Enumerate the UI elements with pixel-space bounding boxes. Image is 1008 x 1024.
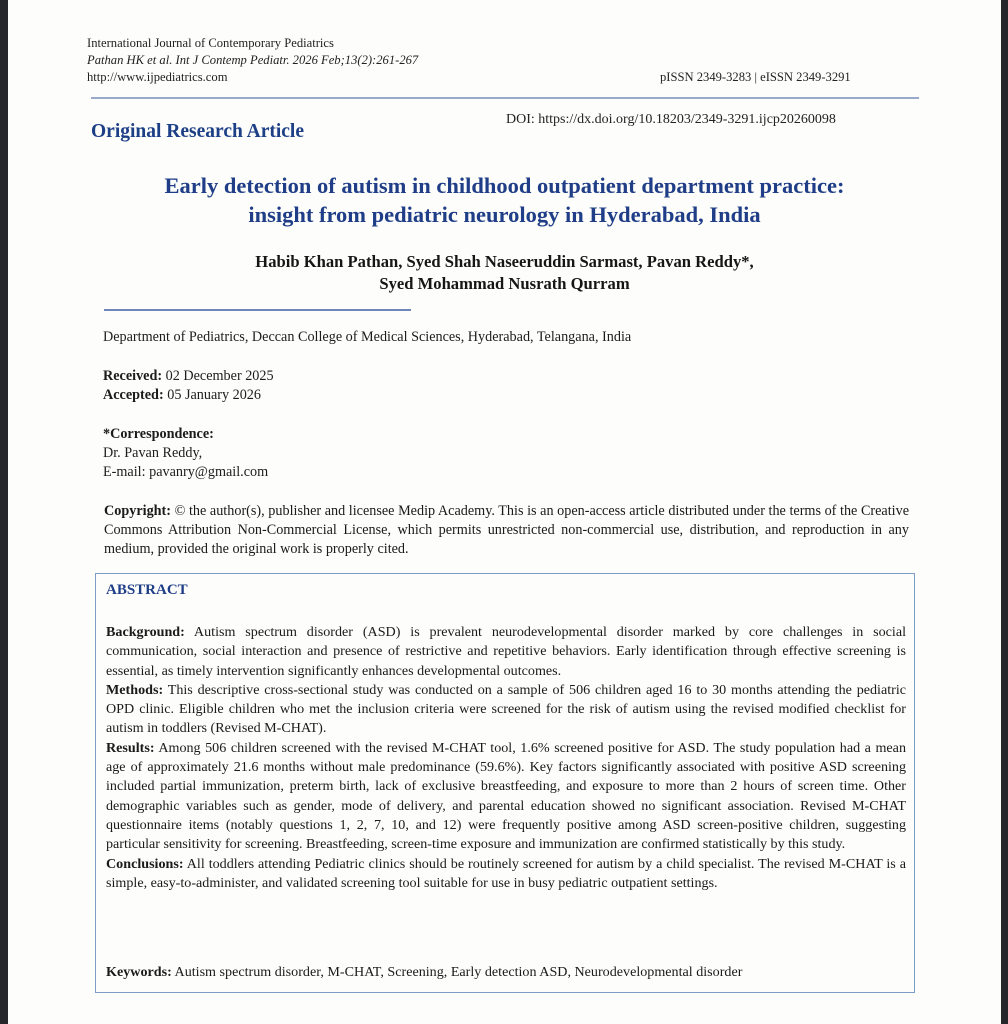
received-date: [103, 367, 274, 386]
methods-text: This descriptive cross-sectional study was conducted on a sample of 506 children aged 16 to 30 months attending the pediatric OPD clinic. Eligible children who met the inclusion criteria were screened for the risk of autism using the revised modified checklist for autism in toddlers (Revised M-CHAT).: [106, 681, 906, 737]
title-line-1: Early detection of autism in childhood outpatient department practice:: [164, 173, 845, 198]
results-label: Results:: [106, 739, 155, 756]
abstract-conclusions: [106, 855, 906, 894]
keywords-label: Keywords:: [106, 964, 172, 980]
abstract-background: [106, 623, 906, 681]
doi-link[interactable]: DOI: https://dx.doi.org/10.18203/2349-3291.ijcp20260098: [506, 112, 836, 127]
abstract-heading: ABSTRACT: [106, 582, 188, 598]
abstract-results: [106, 739, 906, 855]
accepted-value: 05 January 2026: [163, 387, 261, 403]
keywords-text: Autism spectrum disorder, M-CHAT, Screening, Early detection ASD, Neurodevelopmental disorder: [171, 964, 743, 980]
header-divider: [91, 97, 919, 99]
correspondence-email[interactable]: E-mail: pavanry@gmail.com: [103, 464, 269, 480]
journal-url[interactable]: http://www.ijpediatrics.com: [87, 70, 228, 84]
copyright-label: Copyright:: [104, 503, 171, 519]
abstract-box: [95, 573, 915, 993]
authors-line-1: Habib Khan Pathan, Syed Shah Naseeruddin Sarmast, Pavan Reddy*,: [255, 252, 754, 271]
background-text: Autism spectrum disorder (ASD) is prevalent neurodevelopmental disorder marked by core challenges in social communication, social interaction and presence of restrictive and repetitive behaviors. Early identification through effective screening is essential, as timely intervention significantly enhances developmental outcomes.: [106, 624, 906, 679]
accepted-label: Accepted:: [103, 387, 164, 403]
authors-line-2: Syed Mohammad Nusrath Qurram: [379, 274, 630, 293]
copyright-notice: [104, 502, 909, 559]
authors-divider: [104, 309, 411, 311]
title-line-2: insight from pediatric neurology in Hyderabad, India: [248, 202, 761, 227]
results-text: Among 506 children screened with the revised M-CHAT tool, 1.6% screened positive for ASD. The study population had a mean age of approximately 21.6 months without male predominance (59.6%). Key factors significantly associated with positive ASD screening included partial immunization, preterm birth, lack of exclusive breastfeeding, and exposure to more than 2 hours of screen time. Other demographic variables such as gender, mode of delivery, and parental education showed no significant association. Revised M-CHAT questionnaire items (notably questions 1, 2, 7, 10, and 12) were frequently positive among ASD screen-positive children, suggesting particular sensitivity for screening. Breastfeeding, screen-time exposure and immunization are confirmed statistically by this study.: [106, 739, 906, 853]
background-label: Background:: [106, 624, 185, 640]
received-value: 02 December 2025: [162, 368, 274, 384]
accepted-date: [103, 386, 261, 405]
received-label: Received:: [103, 368, 163, 384]
correspondence-label: *Correspondence:: [103, 426, 214, 442]
copyright-text: © the author(s), publisher and licensee Medip Academy. This is an open-access article distributed under the terms of the Creative Commons Attribution Non-Commercial License, which permits unrestricted non-commercial use, distribution, and reproduction in any medium, provided the original work is properly cited.: [104, 503, 909, 557]
correspondence-name: Dr. Pavan Reddy,: [103, 445, 203, 461]
conclusions-text: All toddlers attending Pediatric clinics should be routinely screened for autism by a child specialist. The revised M-CHAT is a simple, easy-to-administer, and validated screening tool suitable for use in busy pediatric outpatient settings.: [106, 855, 906, 891]
abstract-methods: [106, 681, 906, 739]
paper-page: [8, 0, 1001, 1024]
issn: pISSN 2349-3283 | eISSN 2349-3291: [660, 70, 851, 84]
article-type: Original Research Article: [91, 121, 305, 142]
abstract-body: [106, 623, 906, 893]
citation: Pathan HK et al. Int J Contemp Pediatr. 2026 Feb;13(2):261-267: [87, 53, 419, 67]
methods-label: Methods:: [106, 681, 164, 698]
affiliation: Department of Pediatrics, Deccan College of Medical Sciences, Hyderabad, Telangana, India: [103, 329, 632, 345]
conclusions-label: Conclusions:: [106, 855, 184, 872]
abstract-keywords: [106, 963, 906, 982]
journal-name: International Journal of Contemporary Pediatrics: [87, 36, 334, 50]
